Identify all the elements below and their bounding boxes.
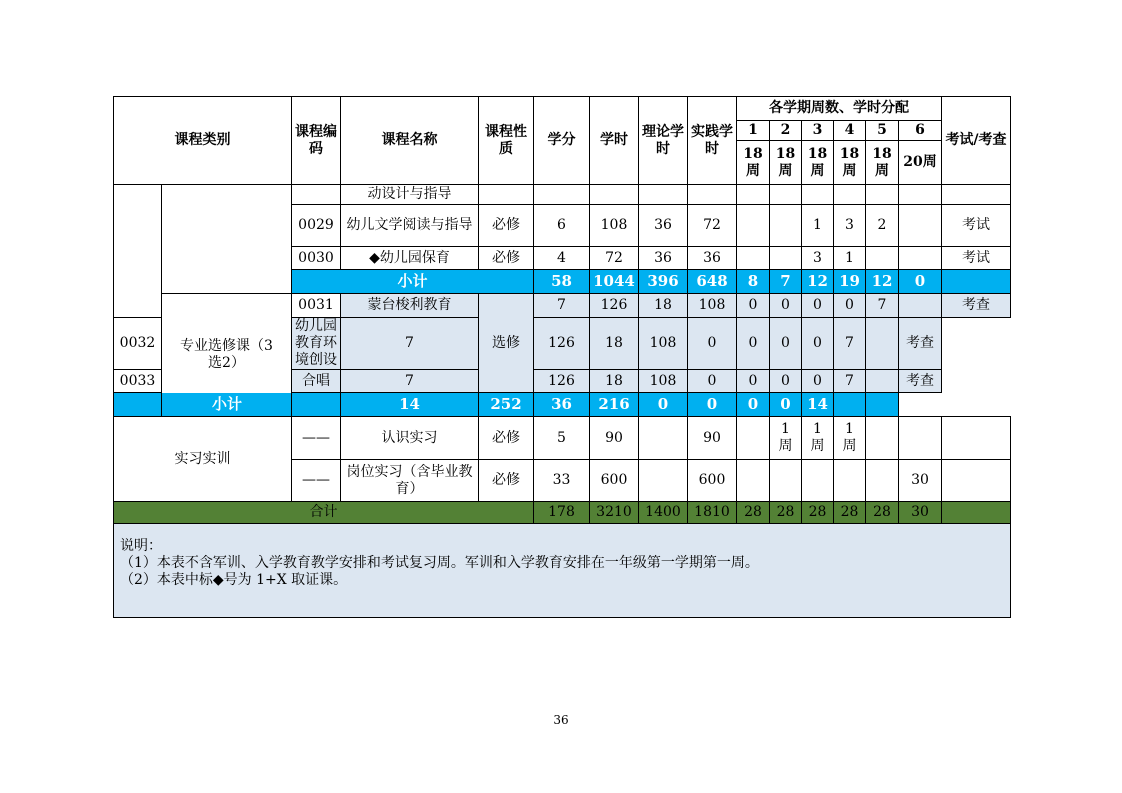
total-label: 合计 [114, 502, 534, 524]
cell-theory: 18 [590, 318, 639, 370]
subtotal-semester: 7 [770, 270, 802, 294]
subtotal-exam [942, 270, 1011, 294]
cell-credit: 4 [534, 247, 590, 270]
cell-semester: 30 [899, 460, 942, 502]
cell-exam: 考试 [942, 205, 1011, 247]
subtotal-hours: 252 [479, 393, 534, 417]
cell-semester: 7 [834, 318, 866, 370]
total-practice: 1810 [688, 502, 737, 524]
subtotal-theory: 36 [534, 393, 590, 417]
header-theory: 理论学时 [639, 97, 688, 185]
cell-hours: 90 [590, 417, 639, 460]
cell-semester [866, 370, 899, 393]
cell-semester [899, 294, 942, 318]
cell-name: 合唱 [292, 370, 341, 393]
cell-semester [899, 185, 942, 205]
cell-code: —— [292, 460, 341, 502]
cell-theory: 36 [639, 205, 688, 247]
subtotal-label: 小计 [114, 393, 341, 417]
cell-practice [688, 185, 737, 205]
table-row [114, 294, 1011, 318]
cell-practice: 108 [688, 294, 737, 318]
notes-line: （1）本表不含军训、入学教育教学安排和考试复习周。军训和入学教育安排在一年级第一学期第一周。 [120, 555, 759, 571]
cell-name: 岗位实习（含毕业教育） [341, 460, 479, 502]
cell-semester [770, 247, 802, 270]
cell-name: 幼儿园教育环境创设 [292, 318, 341, 370]
header-semester: 3 [802, 121, 834, 141]
cell-credit: 33 [534, 460, 590, 502]
header-semester: 5 [866, 121, 899, 141]
cell-semester [737, 247, 770, 270]
cell-exam: 考查 [899, 370, 942, 393]
cell-semester: 0 [688, 370, 737, 393]
header-category: 课程类别 [114, 97, 292, 185]
total-credit: 178 [534, 502, 590, 524]
cell-credit: 6 [534, 205, 590, 247]
total-semester: 28 [770, 502, 802, 524]
cell-semester [866, 185, 899, 205]
cell-exam: 考查 [899, 318, 942, 370]
cell-hours: 126 [534, 370, 590, 393]
subtotal-row [114, 393, 1011, 417]
cell-credit [534, 185, 590, 205]
total-exam [942, 502, 1011, 524]
header-code: 课程编码 [292, 97, 341, 185]
cell-semester [737, 205, 770, 247]
cell-hours: 72 [590, 247, 639, 270]
header-semester: 2 [770, 121, 802, 141]
cell-name: ◆幼儿园保育 [341, 247, 479, 270]
cell-practice: 108 [639, 318, 688, 370]
cell-semester [866, 247, 899, 270]
cell-code [292, 185, 341, 205]
total-semester: 28 [866, 502, 899, 524]
header-semester: 4 [834, 121, 866, 141]
cell-semester: 3 [802, 247, 834, 270]
cell-name: 幼儿文学阅读与指导 [341, 205, 479, 247]
total-semester: 28 [737, 502, 770, 524]
cell-semester [834, 185, 866, 205]
notes-row [114, 524, 1011, 618]
cell-semester [770, 185, 802, 205]
cell-semester [737, 185, 770, 205]
header-practice: 实践学时 [688, 97, 737, 185]
cell-nature: 必修 [479, 417, 534, 460]
cell-nature-elective: 选修 [479, 294, 534, 393]
cell-credit: 7 [341, 370, 479, 393]
category-elective: 专业选修课（3选2） [162, 294, 292, 417]
cell-code: 0033 [114, 370, 162, 393]
category-outer-cell [114, 185, 162, 318]
subtotal-semester: 14 [802, 393, 834, 417]
cell-exam [942, 185, 1011, 205]
cell-semester: 0 [802, 294, 834, 318]
cell-exam: 考试 [942, 247, 1011, 270]
table-row [114, 417, 1011, 460]
cell-semester [770, 460, 802, 502]
cell-semester: 7 [866, 294, 899, 318]
total-theory: 1400 [639, 502, 688, 524]
cell-code: 0031 [292, 294, 341, 318]
cell-semester: 0 [770, 318, 802, 370]
cell-semester [866, 318, 899, 370]
cell-credit: 7 [534, 294, 590, 318]
notes-title: 说明： [120, 538, 162, 554]
cell-exam [942, 460, 1011, 502]
subtotal-semester: 12 [866, 270, 899, 294]
subtotal-exam [866, 393, 899, 417]
subtotal-semester: 8 [737, 270, 770, 294]
cell-credit: 7 [341, 318, 479, 370]
header-weeks: 18周 [834, 141, 866, 185]
total-row [114, 502, 1011, 524]
cell-semester: 0 [688, 318, 737, 370]
cell-semester: 0 [802, 370, 834, 393]
cell-hours: 108 [590, 205, 639, 247]
cell-theory [639, 185, 688, 205]
header-weeks: 18周 [770, 141, 802, 185]
total-hours: 3210 [590, 502, 639, 524]
cell-semester [737, 460, 770, 502]
cell-name: 认识实习 [341, 417, 479, 460]
cell-semester: 1周 [770, 417, 802, 460]
total-semester: 30 [899, 502, 942, 524]
cell-nature: 必修 [479, 247, 534, 270]
subtotal-semester [834, 393, 866, 417]
cell-theory: 18 [639, 294, 688, 318]
cell-semester: 1周 [834, 417, 866, 460]
cell-code: —— [292, 417, 341, 460]
cell-practice: 108 [639, 370, 688, 393]
header-nature: 课程性质 [479, 97, 534, 185]
cell-theory: 36 [639, 247, 688, 270]
total-semester: 28 [802, 502, 834, 524]
cell-name: 蒙台梭利教育 [341, 294, 479, 318]
cell-semester [866, 417, 899, 460]
subtotal-label: 小计 [292, 270, 534, 294]
subtotal-theory: 396 [639, 270, 688, 294]
cell-semester: 3 [834, 205, 866, 247]
cell-hours [590, 185, 639, 205]
cell-semester [802, 460, 834, 502]
subtotal-practice: 216 [590, 393, 639, 417]
table-row [114, 185, 1011, 205]
subtotal-semester: 0 [770, 393, 802, 417]
header-weeks: 18周 [802, 141, 834, 185]
header-exam: 考试/考查 [942, 97, 1011, 185]
header-semester: 6 [899, 121, 942, 141]
cell-semester: 1 [802, 205, 834, 247]
header-weeks: 20周 [899, 141, 942, 185]
cell-practice: 36 [688, 247, 737, 270]
cell-code: 0030 [292, 247, 341, 270]
cell-hours: 126 [534, 318, 590, 370]
cell-practice: 72 [688, 205, 737, 247]
cell-exam: 考查 [942, 294, 1011, 318]
cell-nature [479, 185, 534, 205]
header-credit: 学分 [534, 97, 590, 185]
subtotal-semester: 0 [899, 270, 942, 294]
page-number: 36 [553, 713, 569, 727]
cell-semester [802, 185, 834, 205]
cell-semester: 0 [834, 294, 866, 318]
notes-line: （2）本表中标◆号为 1+X 取证课。 [120, 572, 348, 588]
cell-semester [899, 205, 942, 247]
cell-theory [639, 417, 688, 460]
cell-semester: 0 [802, 318, 834, 370]
category-internship: 实习实训 [114, 417, 292, 502]
cell-credit: 5 [534, 417, 590, 460]
cell-practice: 600 [688, 460, 737, 502]
course-schedule-table [113, 96, 1011, 618]
cell-semester: 7 [834, 370, 866, 393]
cell-hours: 600 [590, 460, 639, 502]
cell-theory: 18 [590, 370, 639, 393]
header-name: 课程名称 [341, 97, 479, 185]
cell-semester: 2 [866, 205, 899, 247]
header-weeks: 18周 [737, 141, 770, 185]
subtotal-credit: 14 [341, 393, 479, 417]
cell-semester: 1 [834, 247, 866, 270]
cell-hours: 126 [590, 294, 639, 318]
cell-semester: 0 [737, 294, 770, 318]
cell-semester: 1周 [802, 417, 834, 460]
subtotal-practice: 648 [688, 270, 737, 294]
cell-semester: 0 [737, 370, 770, 393]
subtotal-semester: 12 [802, 270, 834, 294]
cell-semester [737, 417, 770, 460]
cell-semester: 0 [737, 318, 770, 370]
subtotal-semester: 0 [639, 393, 688, 417]
header-semester: 1 [737, 121, 770, 141]
cell-semester [899, 417, 942, 460]
header-weeks: 18周 [866, 141, 899, 185]
total-semester: 28 [834, 502, 866, 524]
header-semester-group: 各学期周数、学时分配 [737, 97, 942, 121]
cell-semester [770, 205, 802, 247]
subtotal-credit: 58 [534, 270, 590, 294]
cell-exam [942, 417, 1011, 460]
category-inner-cell [162, 185, 292, 294]
subtotal-semester: 0 [737, 393, 770, 417]
cell-code: 0032 [114, 318, 162, 370]
cell-semester [834, 460, 866, 502]
cell-practice: 90 [688, 417, 737, 460]
cell-theory [639, 460, 688, 502]
subtotal-semester: 0 [688, 393, 737, 417]
notes-cell [114, 524, 1011, 618]
cell-nature: 必修 [479, 205, 534, 247]
cell-code: 0029 [292, 205, 341, 247]
subtotal-semester: 19 [834, 270, 866, 294]
cell-semester: 0 [770, 294, 802, 318]
subtotal-hours: 1044 [590, 270, 639, 294]
cell-name: 动设计与指导 [341, 185, 479, 205]
cell-semester [866, 460, 899, 502]
header-row [114, 97, 1011, 121]
header-hours: 学时 [590, 97, 639, 185]
cell-semester: 0 [770, 370, 802, 393]
cell-semester [899, 247, 942, 270]
cell-nature: 必修 [479, 460, 534, 502]
